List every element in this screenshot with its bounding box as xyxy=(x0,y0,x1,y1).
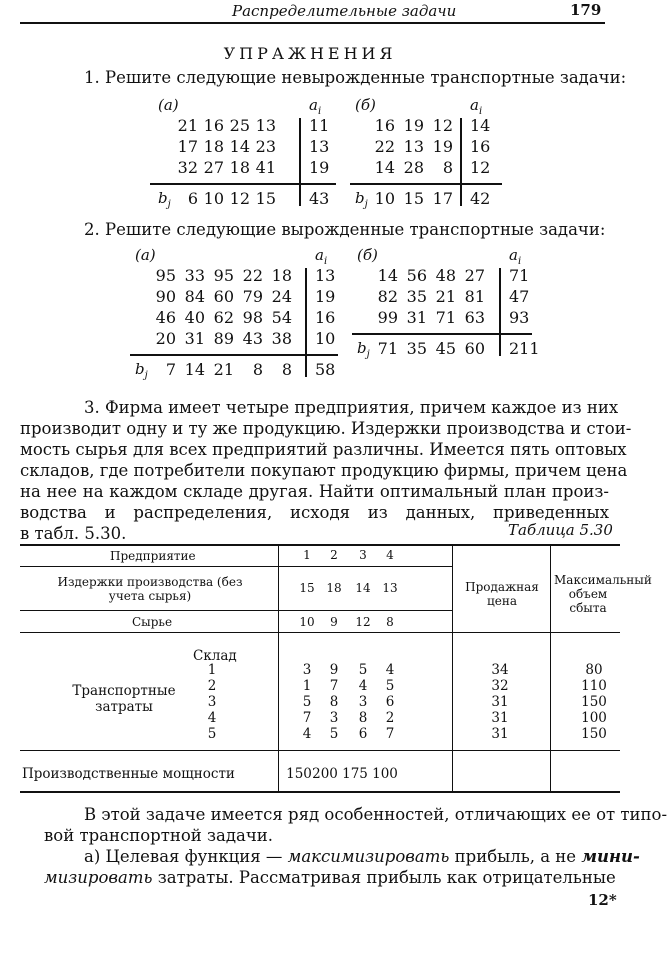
table-row-rule xyxy=(20,610,452,611)
header-enterprise: Предприятие xyxy=(110,549,196,563)
header-price: Продажная цена xyxy=(465,580,539,608)
supply-value: 10 xyxy=(315,329,336,348)
supply-value: 12 xyxy=(470,158,491,177)
matrix-cell: 31 xyxy=(184,329,205,348)
matrix-cell: 46 xyxy=(155,308,176,327)
matrix-cell: 33 xyxy=(184,266,205,285)
transport-cost: 5 xyxy=(302,694,312,710)
demand-value: 10 xyxy=(374,189,395,208)
raw-value: 9 xyxy=(330,615,338,629)
matrix-divider xyxy=(299,118,301,206)
matrix-cell: 18 xyxy=(229,158,250,177)
matrix-cell: 19 xyxy=(403,116,424,135)
matrix-divider xyxy=(499,268,501,356)
capacity-value: 150 xyxy=(286,766,312,782)
matrix-divider xyxy=(460,118,462,206)
matrix-cell: 56 xyxy=(406,266,427,285)
supply-value: 11 xyxy=(309,116,330,135)
demand-header-symbol: b xyxy=(135,360,145,378)
supply-header: $a_i$ xyxy=(315,246,328,267)
demand-total: 211 xyxy=(509,339,540,358)
exercise-3-line: мость сырья для всех предприятий различны. Имеется пять оптовых xyxy=(20,440,627,459)
matrix-cell: 90 xyxy=(155,287,176,306)
matrix-cell: 27 xyxy=(203,158,224,177)
supply-value: 16 xyxy=(470,137,491,156)
matrix-cell: 20 xyxy=(155,329,176,348)
supply-header: $a_i$ xyxy=(309,96,322,117)
matrix-cell: 62 xyxy=(213,308,234,327)
header-raw: Сырье xyxy=(132,615,173,629)
after-text-span: мини- xyxy=(581,847,640,866)
demand-value: 8 xyxy=(252,360,263,379)
price-value: 34 xyxy=(491,662,509,678)
table-row-rule xyxy=(20,750,620,751)
matrix-cell: 63 xyxy=(464,308,485,327)
matrix-cell: 31 xyxy=(406,308,427,327)
matrix-cell: 18 xyxy=(203,137,224,156)
header-costs: Издержки производства (без учета сырья) xyxy=(57,575,243,603)
matrix-cell: 13 xyxy=(255,116,276,135)
after-text-span: максимизировать xyxy=(287,847,450,866)
warehouse-number: 2 xyxy=(207,678,217,694)
matrix-cell: 84 xyxy=(184,287,205,306)
matrix-cell: 81 xyxy=(464,287,485,306)
transport-cost: 3 xyxy=(302,662,312,678)
matrix-cell: 95 xyxy=(155,266,176,285)
matrix-rule xyxy=(150,183,336,185)
matrix-cell: 16 xyxy=(203,116,224,135)
table-caption: Таблица 5.30 xyxy=(508,521,613,539)
transport-cost: 4 xyxy=(385,662,395,678)
matrix-divider xyxy=(305,268,307,377)
matrix-cell: 18 xyxy=(271,266,292,285)
demand-value: 15 xyxy=(403,189,424,208)
table-5-30 xyxy=(20,544,652,792)
transport-cost: 7 xyxy=(302,710,312,726)
matrix-cell: 89 xyxy=(213,329,234,348)
supply-header: $a_i$ xyxy=(509,246,522,267)
matrix-cell: 95 xyxy=(213,266,234,285)
raw-value: 10 xyxy=(299,615,315,629)
matrix-cell: 28 xyxy=(403,158,424,177)
demand-header: $b_j$ xyxy=(355,189,368,210)
matrix-cell: 16 xyxy=(374,116,395,135)
matrix-cell: 27 xyxy=(464,266,485,285)
after-text-line-4 xyxy=(44,868,616,887)
matrix-cell: 22 xyxy=(374,137,395,156)
demand-value: 14 xyxy=(184,360,205,379)
table-col-divider xyxy=(278,544,279,793)
transport-cost: 4 xyxy=(358,678,368,694)
matrix-cell: 21 xyxy=(177,116,198,135)
volume-value: 150 xyxy=(581,726,607,742)
warehouse-number: 4 xyxy=(207,710,217,726)
enterprise-number: 1 xyxy=(303,548,311,562)
transport-cost: 2 xyxy=(385,710,395,726)
raw-value: 8 xyxy=(386,615,394,629)
matrix-cell: 25 xyxy=(229,116,250,135)
exercise-3-line: водства и распределения, исходя из данных, приведенных xyxy=(20,503,609,522)
matrix-cell: 14 xyxy=(374,158,395,177)
cost-value: 18 xyxy=(326,581,342,595)
supply-value: 13 xyxy=(315,266,336,285)
matrix-cell: 71 xyxy=(435,308,456,327)
table-row-rule xyxy=(20,632,620,633)
demand-value: 15 xyxy=(255,189,276,208)
signature-mark: 12* xyxy=(588,891,617,909)
header-volume: Максимальный объем сбыта xyxy=(554,573,652,615)
exercise-2-text: 2. Решите следующие вырожденные транспортные задачи: xyxy=(84,220,606,239)
matrix-cell: 99 xyxy=(377,308,398,327)
exercise-3-line: на нее на каждом складе другая. Найти оптимальный план произ- xyxy=(20,482,609,501)
supply-value: 93 xyxy=(509,308,530,327)
exercise-1-text: 1. Решите следующие невырожденные транспортные задачи: xyxy=(84,68,627,87)
supply-header-symbol: a xyxy=(470,96,479,114)
demand-value: 7 xyxy=(165,360,176,379)
page-number: 179 xyxy=(570,1,602,19)
demand-header-symbol: b xyxy=(158,189,168,207)
matrix-cell: 12 xyxy=(432,116,453,135)
matrix-cell: 35 xyxy=(406,287,427,306)
after-text-span: прибыль, а не xyxy=(449,847,582,866)
after-text-span: мизировать xyxy=(44,868,153,887)
matrix-cell: 82 xyxy=(377,287,398,306)
header-rule xyxy=(20,22,605,24)
warehouse-number: 1 xyxy=(207,662,217,678)
matrix-cell: 14 xyxy=(229,137,250,156)
supply-value: 71 xyxy=(509,266,530,285)
table-col-divider xyxy=(550,544,551,793)
matrix-cell: 54 xyxy=(271,308,292,327)
volume-value: 150 xyxy=(581,694,607,710)
price-value: 31 xyxy=(491,694,509,710)
demand-value: 45 xyxy=(435,339,456,358)
capacity-value: 200 xyxy=(312,766,338,782)
matrix-cell: 43 xyxy=(242,329,263,348)
demand-total: 42 xyxy=(470,189,491,208)
demand-value: 71 xyxy=(377,339,398,358)
transport-cost: 7 xyxy=(385,726,395,742)
transport-cost: 5 xyxy=(385,678,395,694)
supply-value: 19 xyxy=(315,287,336,306)
exercise-3-line: в табл. 5.30. xyxy=(20,524,127,543)
transport-cost: 6 xyxy=(385,694,395,710)
transport-cost: 8 xyxy=(358,710,368,726)
volume-value: 80 xyxy=(585,662,603,678)
supply-header: $a_i$ xyxy=(470,96,483,117)
matrix-cell: 22 xyxy=(242,266,263,285)
price-value: 32 xyxy=(491,678,509,694)
cost-value: 14 xyxy=(355,581,371,595)
warehouse-number: 5 xyxy=(207,726,217,742)
capacity-value: 100 xyxy=(372,766,398,782)
matrix-rule xyxy=(350,183,502,185)
supply-header-symbol: a xyxy=(315,246,324,264)
matrix-cell: 19 xyxy=(432,137,453,156)
transport-cost: 9 xyxy=(329,662,339,678)
demand-header: $b_j$ xyxy=(158,189,171,210)
supply-value: 13 xyxy=(309,137,330,156)
demand-total: 43 xyxy=(309,189,330,208)
transport-cost: 5 xyxy=(329,726,339,742)
section-title: УПРАЖНЕНИЯ xyxy=(223,44,397,63)
transport-label: Транспортные затраты xyxy=(72,683,176,715)
matrix-cell: 14 xyxy=(377,266,398,285)
cost-value: 13 xyxy=(382,581,398,595)
demand-header-symbol: b xyxy=(355,189,365,207)
price-value: 31 xyxy=(491,726,509,742)
exercise-3-line: 3. Фирма имеет четыре предприятия, причем каждое из них xyxy=(84,398,619,417)
demand-value: 17 xyxy=(432,189,453,208)
demand-header: $b_j$ xyxy=(357,339,370,360)
transport-cost: 3 xyxy=(329,710,339,726)
matrix-cell: 60 xyxy=(213,287,234,306)
enterprise-number: 3 xyxy=(359,548,367,562)
demand-value: 35 xyxy=(406,339,427,358)
warehouse-number: 3 xyxy=(207,694,217,710)
capacity-value: 175 xyxy=(342,766,368,782)
after-text-line-1: В этой задаче имеется ряд особенностей, отличающих ее от типо- xyxy=(84,805,667,824)
supply-header-symbol: a xyxy=(309,96,318,114)
table-bottom-rule xyxy=(20,791,620,793)
capacity-label: Производственные мощности xyxy=(22,766,235,782)
after-text-span: а) Целевая функция — xyxy=(84,847,288,866)
matrix-label: (б) xyxy=(357,246,378,264)
cost-value: 15 xyxy=(299,581,315,595)
supply-value: 14 xyxy=(470,116,491,135)
matrix-cell: 13 xyxy=(403,137,424,156)
supply-header-symbol: a xyxy=(509,246,518,264)
volume-value: 110 xyxy=(581,678,607,694)
supply-value: 16 xyxy=(315,308,336,327)
demand-value: 21 xyxy=(213,360,234,379)
matrix-label: (а) xyxy=(158,96,179,114)
matrix-rule xyxy=(130,354,338,356)
enterprise-number: 2 xyxy=(330,548,338,562)
table-col-divider xyxy=(452,544,453,793)
demand-value: 6 xyxy=(187,189,198,208)
enterprise-number: 4 xyxy=(386,548,394,562)
raw-value: 12 xyxy=(355,615,371,629)
exercise-3-line: производит одну и ту же продукцию. Издержки производства и стои- xyxy=(20,419,632,438)
matrix-cell: 40 xyxy=(184,308,205,327)
matrix-cell: 24 xyxy=(271,287,292,306)
matrix-cell: 38 xyxy=(271,329,292,348)
transport-cost: 8 xyxy=(329,694,339,710)
demand-value: 8 xyxy=(281,360,292,379)
matrix-label: (б) xyxy=(355,96,376,114)
demand-value: 12 xyxy=(229,189,250,208)
matrix-cell: 17 xyxy=(177,137,198,156)
table-row-rule xyxy=(20,566,452,567)
demand-total: 58 xyxy=(315,360,336,379)
demand-value: 10 xyxy=(203,189,224,208)
matrix-cell: 23 xyxy=(255,137,276,156)
after-text-line-2: вой транспортной задачи. xyxy=(44,826,274,845)
supply-value: 19 xyxy=(309,158,330,177)
running-title: Распределительные задачи xyxy=(232,2,457,20)
volume-value: 100 xyxy=(581,710,607,726)
matrix-cell: 41 xyxy=(255,158,276,177)
transport-cost: 5 xyxy=(358,662,368,678)
transport-cost: 4 xyxy=(302,726,312,742)
price-value: 31 xyxy=(491,710,509,726)
matrix-cell: 48 xyxy=(435,266,456,285)
exercise-3-line: складов, где потребители покупают продукцию фирмы, причем цена xyxy=(20,461,628,480)
transport-cost: 6 xyxy=(358,726,368,742)
demand-value: 60 xyxy=(464,339,485,358)
warehouse-label: Склад xyxy=(193,648,237,664)
table-top-rule xyxy=(20,544,620,546)
demand-header: $b_j$ xyxy=(135,360,148,381)
transport-cost: 7 xyxy=(329,678,339,694)
matrix-cell: 79 xyxy=(242,287,263,306)
demand-header-symbol: b xyxy=(357,339,367,357)
supply-value: 47 xyxy=(509,287,530,306)
after-text-line-3 xyxy=(84,847,640,866)
matrix-cell: 8 xyxy=(442,158,453,177)
matrix-label: (а) xyxy=(135,246,156,264)
transport-cost: 1 xyxy=(302,678,312,694)
matrix-cell: 98 xyxy=(242,308,263,327)
transport-cost: 3 xyxy=(358,694,368,710)
after-text-span: затраты. Рассматривая прибыль как отрицательные xyxy=(152,868,616,887)
matrix-rule xyxy=(352,333,532,335)
matrix-cell: 21 xyxy=(435,287,456,306)
matrix-cell: 32 xyxy=(177,158,198,177)
